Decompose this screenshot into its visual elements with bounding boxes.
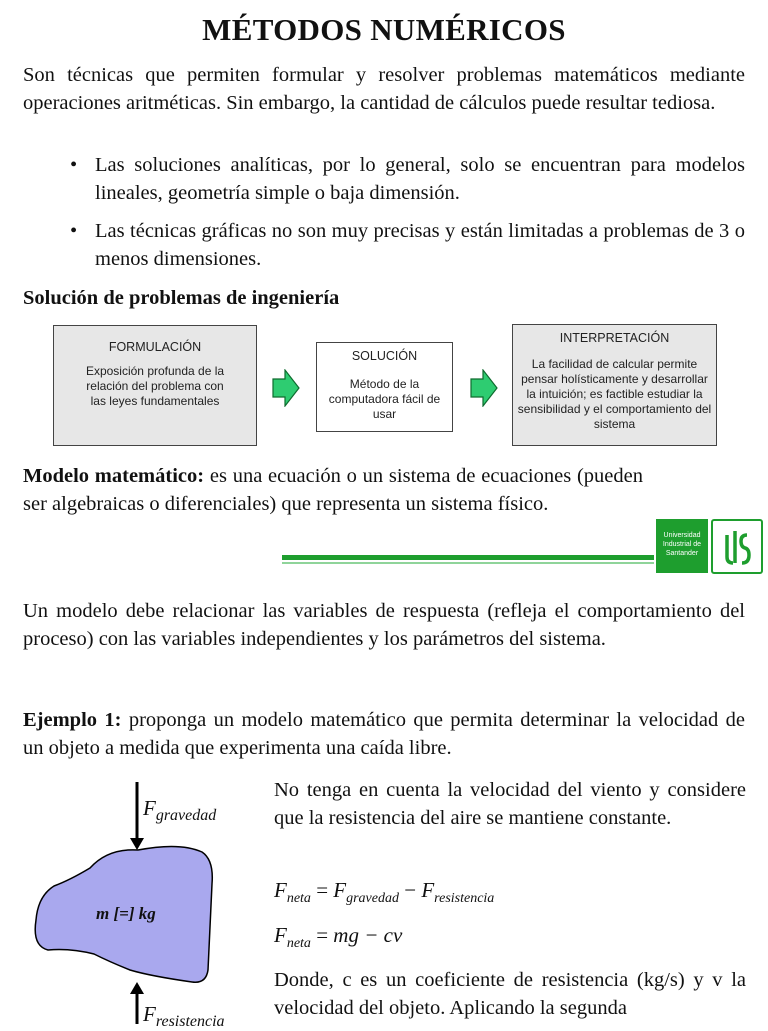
gravity-arrow-head-icon: [130, 838, 144, 850]
flow-arrow-icon: [272, 369, 300, 407]
eq-symbol: F: [421, 878, 435, 902]
logo-line: Industrial de: [662, 541, 702, 548]
eq-subscript: neta: [286, 891, 311, 907]
bullet-item: [70, 217, 745, 273]
eq-subscript: gravedad: [346, 891, 399, 907]
equation-net-force: $F_{neta} = F_{gravedad} - F_{resistencia}$: [274, 878, 495, 907]
logo-line: Santander: [665, 550, 699, 557]
eq-operator: −: [399, 878, 422, 902]
eq-symbol: F: [274, 923, 287, 947]
green-divider: [282, 555, 654, 560]
model-paragraph: Un modelo debe relacionar las variables de respuesta (refleja el comportamiento del proceso) con las variables independientes y los parámetros del sistema.: [23, 600, 745, 650]
logo-line: Universidad: [663, 532, 701, 539]
model-text: es una ecuación o un sistema de ecuaciones (pueden ser algebraicas o diferenciales) que representa un sistema físico.: [23, 465, 643, 515]
flow-box-solution: [316, 342, 453, 432]
closing-paragraph: Donde, c es un coeficiente de resistencia (kg/s) y v la velocidad del objeto. Aplicando la segunda: [274, 969, 746, 1019]
bullet-item: [70, 151, 745, 207]
resistance-arrow-head-icon: [130, 982, 144, 994]
resistance-force-label: [143, 1002, 225, 1031]
equation-net-force-expanded: $F_{neta}$ = mg − cv: [274, 923, 403, 952]
force-subscript: resistencia: [155, 1013, 225, 1031]
eq-subscript: resistencia: [434, 891, 495, 907]
flow-box-title: FORMULACIÓN: [108, 340, 202, 354]
flow-box-body: La facilidad de calcular permite pensar holísticamente y desarrollar la intuición; es factible estudiar la sensibilidad y el comportamiento del sistema: [517, 357, 712, 431]
intro-paragraph: Son técnicas que permiten formular y resolver problemas matemáticos mediante operaciones aritméticas. Sin embargo, la cantidad de cálculos puede resultar tediosa.: [23, 64, 745, 114]
flow-box-formulation: [53, 325, 257, 446]
flow-box-body: Exposición profunda de la relación del problema con las leyes fundamentales: [85, 364, 225, 408]
example-paragraph: [23, 706, 745, 762]
eq-rhs: mg − cv: [333, 923, 403, 947]
eq-symbol: F: [274, 878, 287, 902]
university-logo-text: [656, 519, 708, 573]
section-heading: Solución de problemas de ingeniería: [23, 287, 340, 309]
green-divider-shadow: [282, 562, 654, 564]
bullet-text: Las soluciones analíticas, por lo general, solo se encuentran para modelos lineales, geometría simple o baja dimensión.: [95, 154, 745, 204]
mass-label: m [=] kg: [96, 904, 156, 923]
flow-box-body: Método de la computadora fácil de usar: [328, 377, 441, 421]
force-subscript: gravedad: [155, 807, 217, 825]
gravity-force-label: [143, 796, 216, 825]
model-definition: [23, 462, 643, 518]
uis-monogram-icon: [713, 521, 761, 572]
bullet-dot: •: [70, 220, 78, 242]
flow-box-interpretation: [512, 324, 717, 446]
bullet-text: Las técnicas gráficas no son muy precisas y están limitadas a problemas de 3 o menos dimensiones.: [95, 220, 745, 270]
example-label: Ejemplo 1:: [23, 709, 122, 731]
eq-symbol: F: [333, 878, 347, 902]
force-symbol: F: [143, 796, 156, 820]
force-symbol: F: [143, 1002, 156, 1026]
model-label: Modelo matemático:: [23, 465, 205, 487]
flow-box-title: INTERPRETACIÓN: [559, 331, 670, 345]
bullet-dot: •: [70, 154, 78, 176]
example-text: proponga un modelo matemático que permita determinar la velocidad de un objeto a medida que experimenta una caída libre.: [23, 709, 745, 759]
eq-subscript: neta: [286, 936, 311, 952]
flow-arrow-icon: [470, 369, 498, 407]
university-monogram: [711, 519, 763, 574]
assumption-paragraph: No tenga en cuenta la velocidad del viento y considere que la resistencia del aire se mantiene constante.: [274, 779, 746, 829]
page-title: MÉTODOS NUMÉRICOS: [202, 12, 566, 47]
flow-box-title: SOLUCIÓN: [351, 349, 418, 363]
